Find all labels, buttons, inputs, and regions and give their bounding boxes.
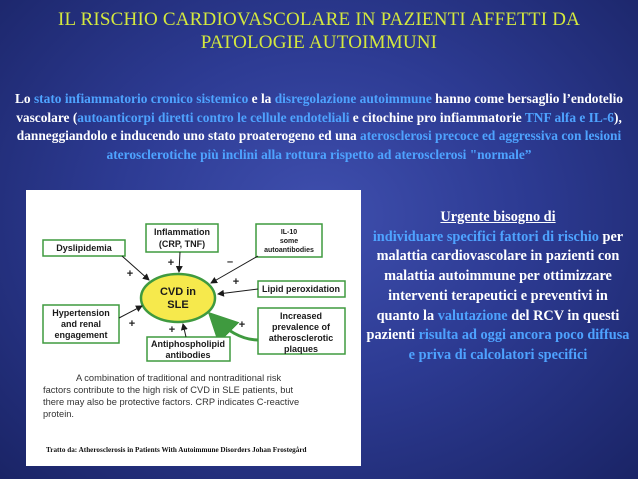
- antiphospholipid-arrow: [183, 324, 186, 337]
- hypertension-label-2: and renal: [60, 319, 102, 329]
- intro-text-1: Lo: [14, 91, 34, 106]
- dyslipidemia-label: Dyslipidemia: [56, 243, 112, 253]
- slide-title: [10, 8, 628, 54]
- inflammation-label-2: (CRP, TNF): [158, 239, 206, 249]
- il10-label-3: autoantibodies: [264, 247, 314, 254]
- inflammation-label-1: Inflammation: [153, 227, 211, 237]
- caption-line-3: there may also be protective factors. CRP indicates C-reactive: [43, 397, 300, 407]
- antiphospholipid-label-1: Antiphospholipid: [151, 339, 225, 349]
- dyslipidemia-plus-sign: +: [126, 268, 134, 280]
- increased-label-3: atherosclerotic: [268, 333, 334, 343]
- slide-title-line-1: IL RISCHIO CARDIOVASCOLARE IN PAZIENTI AFFETTI DA: [57, 9, 581, 30]
- intro-text-4: e citochine pro infiammatorie: [349, 109, 525, 125]
- increased-label-1: Increased: [279, 311, 323, 321]
- hypertension-label-1: Hypertension: [52, 308, 110, 318]
- inflammation-plus-sign: +: [167, 257, 175, 269]
- side-highlight-3: risulta ad oggi ancora poco diffusa e priva di calcolatori specifici: [408, 327, 630, 363]
- risk-factor-figure: [26, 190, 361, 466]
- slide-title-line-2: PATOLOGIE AUTOIMMUNI: [200, 32, 438, 53]
- intro-text-2: e la: [248, 91, 275, 106]
- il10-label-1: IL-10: [280, 229, 298, 236]
- side-text-1: per malattia cardiovascolare in pazienti con malattia autoimmune per ottimizzare interventi terapeutici e preventivi in quanto la: [376, 228, 624, 324]
- intro-text-3: hanno come bersaglio l’endotelio vascolare (: [16, 91, 623, 125]
- increased-plus-sign: +: [238, 319, 246, 331]
- side-text-2: del RCV in questi pazienti: [366, 307, 620, 344]
- antiphospholipid-label-2: antibodies: [165, 350, 211, 360]
- side-highlight-2: valutazione: [437, 307, 508, 324]
- il10-label-2: some: [279, 238, 299, 245]
- cvd-in-sle-ellipse: [141, 274, 215, 322]
- hypertension-label-3: engagement: [54, 330, 108, 340]
- intro-highlight-4: TNF alfa e IL-6: [524, 109, 614, 125]
- risk-factor-diagram: [26, 190, 361, 466]
- caption-line-4: protein.: [43, 409, 75, 419]
- hypertension-plus-sign: +: [128, 318, 136, 330]
- intro-highlight-1: stato infiammatorio cronico sistemico: [33, 91, 249, 106]
- increased-label-4: plaques: [283, 344, 319, 354]
- caption-line-1: A combination of traditional and nontraditional risk: [76, 373, 282, 383]
- cvd-label-1: CVD in: [159, 286, 197, 298]
- hypertension-arrow: [119, 306, 142, 318]
- il10-minus-sign: –: [226, 256, 234, 268]
- intro-text-5: ), danneggiandolo e inducendo uno stato proaterogeno ed una: [16, 109, 622, 143]
- lipid-peroxidation-arrow: [218, 289, 258, 294]
- side-highlight-1: individuare specifici fattori di rischio: [372, 228, 599, 245]
- intro-highlight-2: disregolazione autoimmune: [274, 91, 432, 106]
- side-heading: Urgente bisogno di: [440, 209, 556, 225]
- intro-paragraph: [6, 90, 632, 164]
- increased-label-2: prevalence of: [271, 322, 331, 332]
- cvd-label-2: SLE: [167, 299, 189, 311]
- side-text-block: [366, 208, 630, 366]
- intro-highlight-5: aterosclerosi precoce ed aggressiva con lesioni aterosclerotiche più inclini alla rottura rispetto ad aterosclerosi "normale”: [106, 128, 622, 162]
- antiphospholipid-plus-sign: +: [168, 324, 176, 336]
- intro-highlight-3: autoanticorpi diretti contro le cellule endoteliali: [77, 109, 350, 125]
- lipid-peroxidation-plus-sign: +: [232, 276, 240, 288]
- caption-line-2: factors contribute to the high risk of CVD in SLE patients, but: [43, 385, 294, 395]
- lipid-peroxidation-label: Lipid peroxidation: [262, 284, 340, 294]
- figure-source: Tratto da: Atherosclerosis in Patients With Autoimmune Disorders Johan Frostegård: [46, 446, 307, 454]
- inflammation-arrow: [179, 252, 180, 272]
